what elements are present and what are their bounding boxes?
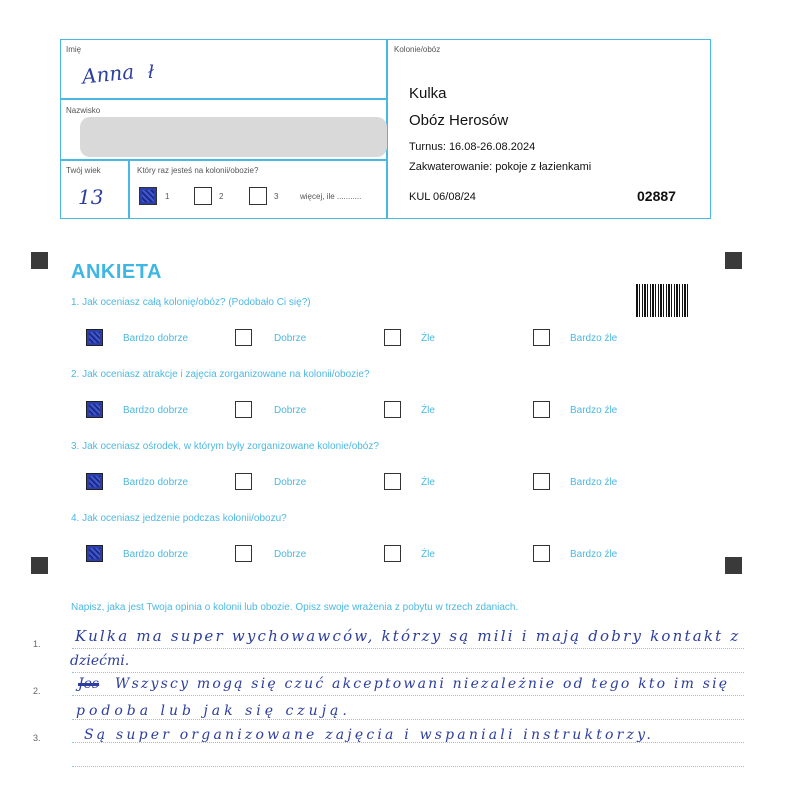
barcode-icon <box>636 284 690 317</box>
line-number-3: 3. <box>33 733 41 743</box>
question-2: 2. Jak oceniasz atrakcje i zajęcia zorganizowane na kolonii/obozie? <box>71 369 370 380</box>
ktory-raz-option-2: 2 <box>219 192 224 201</box>
q2-option-bardzo-zle[interactable] <box>533 401 550 418</box>
q1-label-dobrze: Dobrze <box>274 333 307 344</box>
question-1: 1. Jak oceniasz całą kolonię/obóz? (Podobało Ci się?) <box>71 297 311 308</box>
ktory-raz-option-1: 1 <box>165 192 170 201</box>
redacted-surname <box>80 117 387 157</box>
nazwisko-label: Nazwisko <box>66 106 101 115</box>
q4-option-zle[interactable] <box>384 545 401 562</box>
q3-option-bardzo-dobrze[interactable] <box>86 473 103 490</box>
q4-option-bardzo-zle[interactable] <box>533 545 550 562</box>
ktory-raz-checkbox-3[interactable] <box>249 187 267 205</box>
writing-line <box>72 766 744 767</box>
kolonie-label: Kolonie/obóz <box>394 45 441 54</box>
q3-option-zle[interactable] <box>384 473 401 490</box>
imie-label: Imię <box>66 45 82 54</box>
q2-option-bardzo-dobrze[interactable] <box>86 401 103 418</box>
q3-option-dobrze[interactable] <box>235 473 252 490</box>
handwritten-line-1: Kulka ma super wychowawców, którzy są mili i mają dobry kontakt z <box>75 627 741 645</box>
pen-mark: ł <box>148 62 154 83</box>
camp-code: KUL 06/08/24 <box>409 191 476 203</box>
q3-label-bardzo-zle: Bardzo źle <box>570 477 618 488</box>
writing-line <box>72 672 744 673</box>
question-3: 3. Jak oceniasz ośrodek, w którym były zorganizowane kolonie/obóz? <box>71 441 379 452</box>
handwritten-line-5: Są super organizowane zajęcia i wspaniali instruktorzy. <box>84 727 655 743</box>
line-number-1: 1. <box>33 639 41 649</box>
q4-option-dobrze[interactable] <box>235 545 252 562</box>
writing-line <box>72 719 744 720</box>
crossed-out-word: Jes <box>78 676 100 692</box>
handwritten-line-2: dziećmi. <box>70 653 130 669</box>
wiek-label: Twój wiek <box>66 166 101 175</box>
line-number-2: 2. <box>33 686 41 696</box>
q2-label-dobrze: Dobrze <box>274 405 307 416</box>
opinion-prompt: Napisz, jaka jest Twoja opinia o kolonii lub obozie. Opisz swoje wrażenia z pobytu w trzech zdaniach. <box>71 602 519 613</box>
zakwaterowanie: Zakwaterowanie: pokoje z łazienkami <box>409 161 592 173</box>
ktory-raz-checkbox-2[interactable] <box>194 187 212 205</box>
registration-marker <box>31 252 48 269</box>
q4-label-bardzo-zle: Bardzo źle <box>570 549 618 560</box>
q1-option-dobrze[interactable] <box>235 329 252 346</box>
q1-option-zle[interactable] <box>384 329 401 346</box>
q3-label-zle: Źle <box>421 477 435 488</box>
q4-label-zle: Źle <box>421 549 435 560</box>
registration-marker <box>725 557 742 574</box>
writing-line <box>72 695 744 696</box>
camp-subtitle: Obóz Herosów <box>409 112 509 129</box>
q4-label-bardzo-dobrze: Bardzo dobrze <box>123 549 189 560</box>
survey-title: ANKIETA <box>71 261 162 283</box>
ktory-raz-option-3: 3 <box>274 192 279 201</box>
q4-option-bardzo-dobrze[interactable] <box>86 545 103 562</box>
divider <box>128 159 130 219</box>
q2-option-zle[interactable] <box>384 401 401 418</box>
handwritten-line-3: Wszyscy mogą się czuć akceptowani niezależnie od tego kto im się <box>115 676 730 692</box>
q1-option-bardzo-dobrze[interactable] <box>86 329 103 346</box>
q1-option-bardzo-zle[interactable] <box>533 329 550 346</box>
q3-label-dobrze: Dobrze <box>274 477 307 488</box>
ktory-raz-option-more: więcej, ile ........... <box>300 192 362 201</box>
q3-label-bardzo-dobrze: Bardzo dobrze <box>123 477 189 488</box>
divider <box>60 98 387 100</box>
camp-name: Kulka <box>409 85 447 102</box>
form-number: 02887 <box>637 188 676 204</box>
q2-label-zle: Źle <box>421 405 435 416</box>
writing-line <box>72 648 744 649</box>
imie-value: Anna <box>80 59 136 89</box>
q3-option-bardzo-zle[interactable] <box>533 473 550 490</box>
q2-label-bardzo-dobrze: Bardzo dobrze <box>123 405 189 416</box>
wiek-value: 13 <box>78 185 104 209</box>
question-4: 4. Jak oceniasz jedzenie podczas kolonii/obozu? <box>71 513 287 524</box>
divider <box>60 159 387 161</box>
ktory-raz-checkbox-1[interactable] <box>139 187 157 205</box>
q1-label-bardzo-dobrze: Bardzo dobrze <box>123 333 189 344</box>
registration-marker <box>725 252 742 269</box>
ktory-raz-label: Który raz jesteś na kolonii/obozie? <box>137 166 259 175</box>
handwritten-line-4: podoba lub jak się czują. <box>76 703 351 719</box>
registration-marker <box>31 557 48 574</box>
q1-label-zle: Źle <box>421 333 435 344</box>
q2-label-bardzo-zle: Bardzo źle <box>570 405 618 416</box>
turnus: Turnus: 16.08-26.08.2024 <box>409 141 536 153</box>
q1-label-bardzo-zle: Bardzo źle <box>570 333 618 344</box>
q4-label-dobrze: Dobrze <box>274 549 307 560</box>
q2-option-dobrze[interactable] <box>235 401 252 418</box>
